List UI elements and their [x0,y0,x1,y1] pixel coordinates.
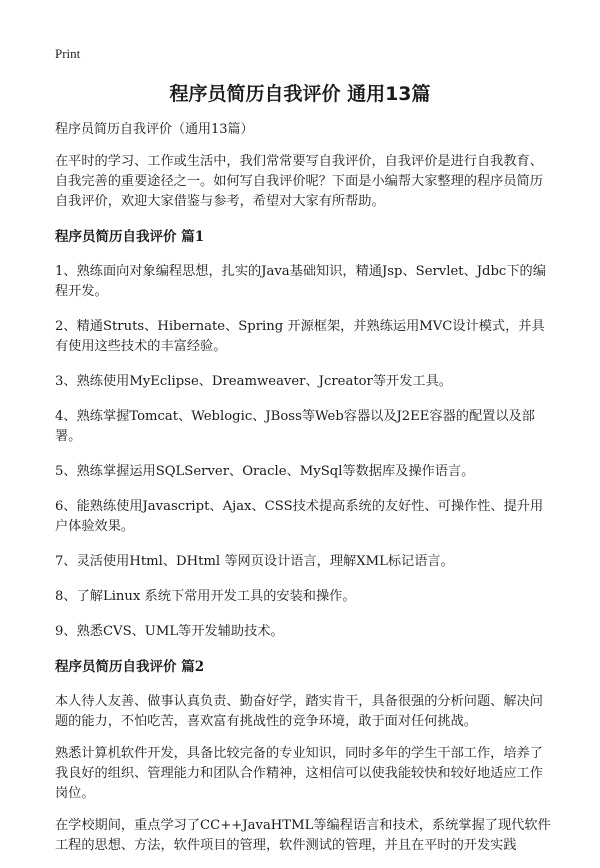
section1-item-4: 4、熟练掌握Tomcat、Weblogic、JBoss等Web容器以及J2EE容器的配置以及部署。 [55,409,535,444]
section1-item-3: 3、熟练使用MyEclipse、Dreamweaver、Jcreator等开发工具。 [55,374,452,389]
section2-paragraph-3: 在学校期间，重点学习了CC++JavaHTML等编程语言和技术，系统掌握了现代软件工程的思想、方法，软件项目的管理，软件测试的管理，并且在平时的开发实践 [55,818,551,853]
section2-paragraph-1: 本人待人友善、做事认真负责、勤奋好学，踏实肯干，具备很强的分析问题、解决问题的能力，不怕吃苦，喜欢富有挑战性的竞争环境，敢于面对任何挑战。 [55,694,543,729]
section2-paragraph-2: 熟悉计算机软件开发，具备比较完备的专业知识，同时多年的学生干部工作，培养了我良好的组织、管理能力和团队合作精神，这相信可以使我能较快和较好地适应工作岗位。 [55,746,543,801]
print-label: Print [55,46,81,61]
section1-item-9: 9、熟悉CVS、UML等开发辅助技术。 [55,624,284,639]
document-body [55,120,555,868]
section1-item-6: 6、能熟练使用Javascript、Ajax、CSS技术提高系统的友好性、可操作性、提升用户体验效果。 [55,499,544,534]
section1-item-2: 2、精通Struts、Hibernate、Spring 开源框架，并熟练运用MVC设计模式，并具有使用这些技术的丰富经验。 [55,319,545,354]
section-heading: 程序员简历自我评价 篇1 [55,229,205,245]
section1-item-1: 1、熟练面向对象编程思想，扎实的Java基础知识，精通Jsp、Servlet、Jdbc下的编程开发。 [55,264,546,299]
document-subtitle: 程序员简历自我评价（通用13篇） [55,122,254,137]
section1-item-5: 5、熟练掌握运用SQLServer、Oracle、MySql等数据库及操作语言。 [55,464,475,479]
intro-paragraph: 在平时的学习、工作或生活中，我们常常要写自我评价，自我评价是进行自我教育、自我完善的重要途径之一。如何写自我评价呢？下面是小编帮大家整理的程序员简历自我评价，欢迎大家借鉴与参考，希望对大家有所帮助。 [55,154,543,209]
section1-item-7: 7、灵活使用Html、DHtml 等网页设计语言，理解XML标记语言。 [55,554,454,569]
section-heading: 程序员简历自我评价 篇2 [55,659,205,675]
section1-item-8: 8、了解Linux 系统下常用开发工具的安装和操作。 [55,589,356,604]
document-title: 程序员简历自我评价 通用13篇 [169,83,431,105]
